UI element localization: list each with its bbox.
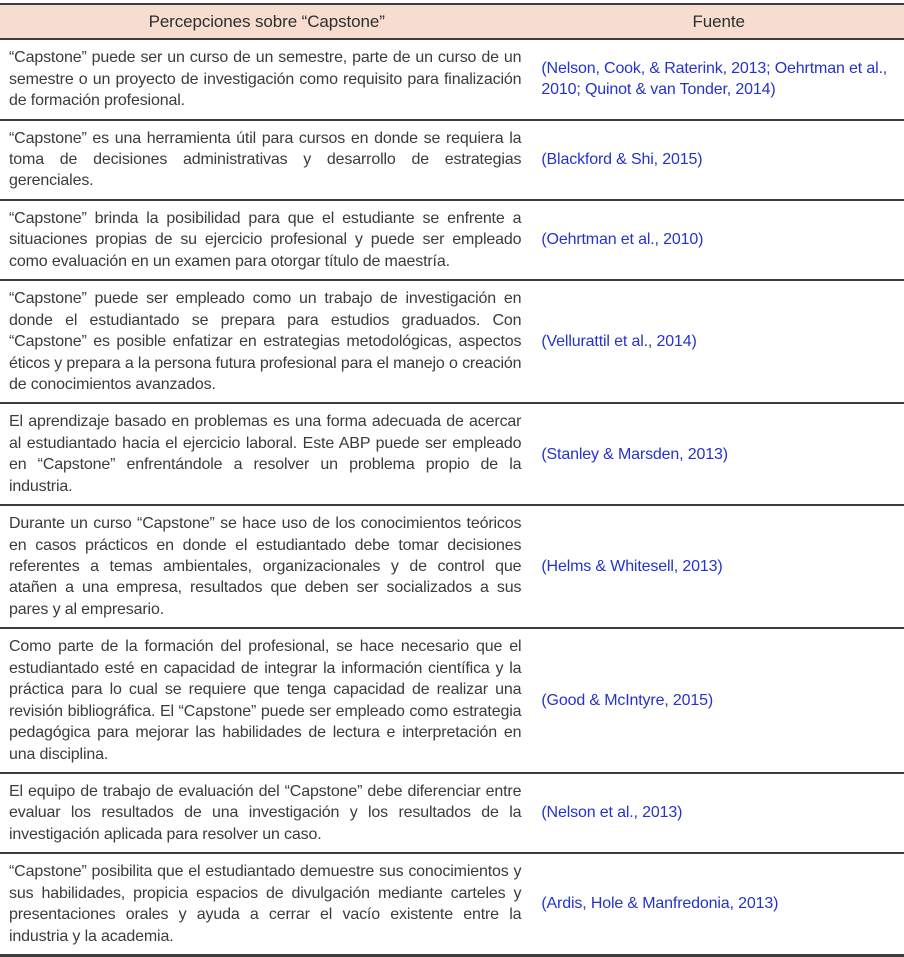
header-fuente: Fuente — [533, 4, 904, 39]
source-citation[interactable]: (Oehrtman et al., 2010) — [541, 231, 704, 249]
capstone-perceptions-table — [0, 3, 904, 957]
perception-cell: Durante un curso “Capstone” se hace uso de los conocimientos teóricos en casos prácticos en donde el estudiantado debe tomar decisiones referentes a temas ambientales, organizacionales y de control que atañen a una empresa, resultados que deben ser socializados a sus pares y al empresario. — [9, 515, 522, 618]
table-row — [0, 853, 904, 955]
perception-cell: El equipo de trabajo de evaluación del “Capstone” debe diferenciar entre evaluar los resultados de una investigación y los resultados de la investigación aplicada para resolver un caso. — [9, 782, 522, 843]
source-citation[interactable]: (Nelson, Cook, & Raterink, 2013; Oehrtman et al., 2010; Quinot & van Tonder, 2014) — [541, 59, 888, 99]
source-citation[interactable]: (Helms & Whitesell, 2013) — [541, 558, 723, 575]
table-row — [0, 628, 904, 773]
perception-cell: “Capstone” puede ser empleado como un trabajo de investigación en donde el estudiantado se prepara para estudios graduados. Con “Capstone” es posible enfatizar en estrategias metodológicas, aspectos éticos y prepara a la persona futura profesional para el manejo o creación de conocimientos avanzados. — [9, 290, 522, 393]
table-row — [0, 280, 904, 403]
source-citation[interactable]: (Stanley & Marsden, 2013) — [541, 445, 728, 463]
table-row — [0, 505, 904, 628]
table-row — [0, 403, 904, 505]
source-citation[interactable]: (Good & McIntyre, 2015) — [541, 691, 714, 709]
perception-cell: “Capstone” posibilita que el estudiantado demuestre sus conocimientos y sus habilidades, propicia espacios de divulgación mediante carteles y presentaciones orales y ayuda a cerrar el vacío existente entre la industria y la academia. — [9, 863, 522, 945]
header-perceptions: Percepciones sobre “Capstone” — [0, 4, 533, 39]
source-citation[interactable]: (Nelson et al., 2013) — [541, 804, 683, 822]
table-row — [0, 39, 904, 119]
perception-cell: “Capstone” es una herramienta útil para cursos en donde se requiera la toma de decisiones administrativas y desarrollo de estrategias gerenciales. — [9, 129, 522, 190]
perception-cell: El aprendizaje basado en problemas es una forma adecuada de acercar al estudiantado hacia el ejercicio laboral. Este ABP puede ser empleado en “Capstone” enfrentándole a resolver un problema propio de la industria. — [9, 413, 522, 495]
table-row — [0, 200, 904, 280]
perception-cell: “Capstone” puede ser un curso de un semestre, parte de un curso de un semestre o un proyecto de investigación como requisito para finalización de formación profesional. — [9, 49, 522, 110]
source-citation[interactable]: (Blackford & Shi, 2015) — [541, 151, 703, 168]
perception-cell: “Capstone” brinda la posibilidad para que el estudiante se enfrente a situaciones propias de su ejercicio profesional y puede ser empleado como evaluación en un examen para otorgar título de maestría. — [9, 209, 522, 270]
source-citation[interactable]: (Vellurattil et al., 2014) — [541, 333, 697, 351]
table-row — [0, 773, 904, 853]
perception-cell: Como parte de la formación del profesional, se hace necesario que el estudiantado esté en capacidad de integrar la información científica y la práctica para lo cual se requiere que tenga capacidad de realizar una revisión bibliográfica. El “Capstone” puede ser empleado como estrategia pedagógica para mejorar las habilidades de lectura e interpretación en una disciplina. — [9, 638, 522, 763]
header-row — [0, 4, 904, 39]
table-row — [0, 120, 904, 200]
source-citation[interactable]: (Ardis, Hole & Manfredonia, 2013) — [541, 895, 779, 913]
